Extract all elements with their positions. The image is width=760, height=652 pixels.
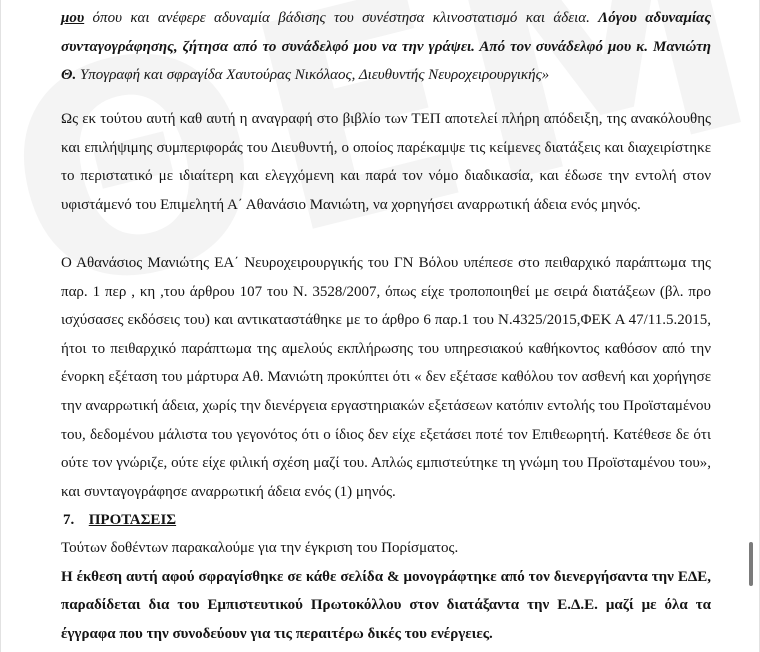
quote-paragraph	[61, 4, 711, 90]
quote-text-bold: Λόγου αδυναμίας συνταγογράφησης, ζήτησα από το συνάδελφό μου να την γράψει. Από τον συνάδελφό μου κ. Μανιώτη Θ.	[61, 10, 712, 84]
section-number: 7.	[63, 512, 75, 528]
section-intro: Τούτων δοθέντων παρακαλούμε για την έγκριση του Πορίσματος.	[61, 540, 459, 556]
paragraph-conclusion	[61, 90, 711, 234]
section-title: ΠΡΟΤΑΣΕΙΣ	[88, 512, 177, 528]
underlined-word: μου	[61, 10, 85, 26]
quote-text-normal: όπου και ανέφερε αδυναμία βάδισης του συνέστησα κλινοστατισμό και άδεια.	[84, 10, 599, 26]
paragraph-disciplinary	[61, 234, 711, 521]
closing-paragraph: Η έκθεση αυτή αφού σφραγίσθηκε σε κάθε σελίδα & μονογράφτηκε από τον διενεργήσαντα την ΕΔΕ, παραδίδεται δια του Εμπιστευτικού Πρωτοκόλλου στον διατάξαντα την Ε.Δ.Ε. μαζί με όλα τα έγγραφα που την συνοδεύουν για τις περαιτέρω δικές του ενέργειες.	[61, 569, 711, 642]
scrollbar-thumb[interactable]	[749, 542, 753, 586]
paragraph-disciplinary-text: Ο Αθανάσιος Μανιώτης ΕΑ΄ Νευροχειρουργικής του ΓΝ Βόλου υπέπεσε στο πειθαρχικό παράπτωμα της παρ. 1 περ , κη ,του άρθρου 107 του Ν. 3528/2007, όπως είχε τροποποιηθεί με σειρά διατάξεων (βλ. προ ισχύσασες εκδόσεις του) και αντικαταστάθηκε με το άρθρο 6 παρ.1 του Ν.4325/2015,ΦΕΚ Α 47/11.5.2015, ήτοι το πειθαρχικό παράπτωμα της αμελούς εκπλήρωσης του υπηρεσιακού καθήκοντος καθόσον από την ένορκη εξέταση του μάρτυρα Αθ. Μανιώτη προκύπτει ότι « δεν εξέτασε καθόλου τον ασθενή και χορήγησε την αναρρωτική άδεια, χωρίς την διενέργεια εργαστηριακών εξετάσεων κατόπιν εντολής του Προϊσταμένου του, δεδομένου μάλιστα του γεγονότος ότι ο ίδιος δεν είχε εξετάσει ποτέ τον Επιθεωρητή. Κατέθεσε δε ότι ούτε τον γνώριζε, ούτε είχε φιλική σχέση μαζί του. Απλώς εμπιστεύτηκε τη γνώμη του Προϊσταμένου του», και συνταγογράφησε αναρρωτική άδεια ενός (1) μηνός.	[61, 255, 711, 500]
paragraph-conclusion-text: Ως εκ τούτου αυτή καθ αυτή η αναγραφή στο βιβλίο των ΤΕΠ αποτελεί πλήρη απόδειξη, της ανακόλουθης και επιλήψιμης συμπεριφοράς του Διευθυντή, ο οποίος παρέκαμψε τις κείμενες διατάξεις και διαχειρίστηκε το περιστατικό με ιδιαίτερη και ελεγχόμενη και παρά τον νόμο διαδικασία, και έδωσε την εντολή στον υφιστάμενό του Επιμελητή Α΄ Αθανάσιο Μανιώτη, να χορηγήσει αναρρωτική άδεια ενός μηνός.	[61, 111, 711, 213]
quote-text-signature: Υπογραφή και σφραγίδα Χαυτούρας Νικόλαος, Διευθυντής Νευροχειρουργικής»	[76, 67, 550, 84]
section-heading	[63, 506, 176, 534]
